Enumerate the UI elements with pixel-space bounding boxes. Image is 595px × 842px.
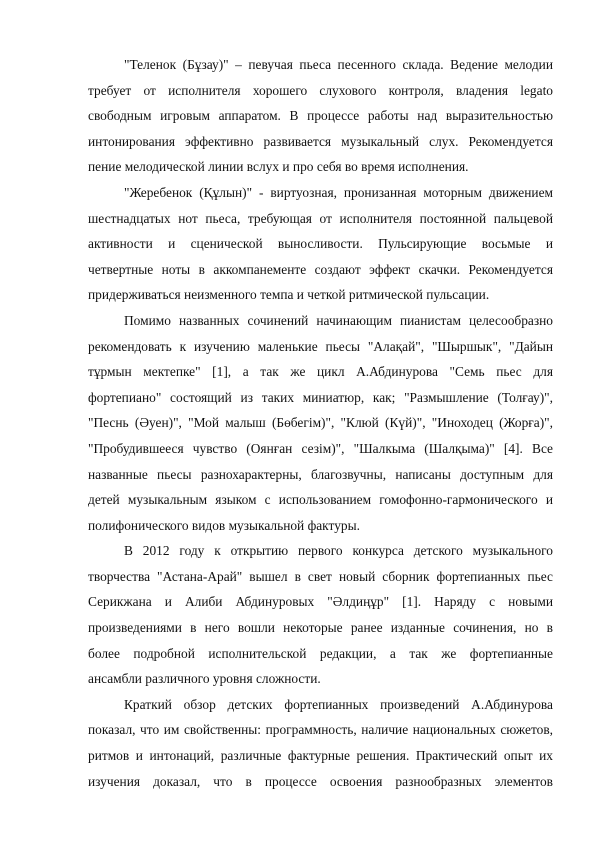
text-line: фортепиано" состоящий из таких миниатюр, как; "Размышление (Толғау)", — [88, 389, 553, 405]
text-line: детей музыкальным языком с использованием гомофонно-гармонического и — [88, 492, 553, 508]
text-line: Помимо названных сочинений начинающим пианистам целесообразно — [124, 312, 553, 328]
text-line: "Песнь (Әуен)", "Мой малыш (Бөбегім)", "Клюй (Күй)", "Иноходец (Жорға)", — [88, 415, 553, 431]
text-line: активности и сценической выносливости. Пульсирующие восьмые и — [88, 236, 553, 252]
text-line: свободным игровым аппаратом. В процессе работы над выразительностью — [88, 108, 553, 124]
text-line: Краткий обзор детских фортепианных произведений А.Абдинурова — [124, 696, 553, 712]
text-line: более подробной исполнительской редакции, а так же фортепианные — [88, 645, 553, 661]
text-line: В 2012 году к открытию первого конкурса детского музыкального — [124, 543, 553, 559]
document-body — [88, 52, 553, 794]
text-line: показал, что им свойственны: программность, наличие национальных сюжетов, — [88, 722, 553, 738]
text-line: названные пьесы разнохарактерны, благозвучны, написаны доступным для — [88, 466, 553, 482]
text-line: пение мелодической линии вслух и про себя во время исполнения. — [88, 159, 469, 175]
paragraph-2012-collection — [88, 538, 553, 692]
paragraph-telenok — [88, 52, 553, 180]
text-line: тұрмын мектепке" [1], а так же цикл А.Абдинурова "Семь пьес для — [88, 364, 553, 380]
text-line: "Жеребенок (Құлын)" - виртуозная, пронизанная моторным движением — [124, 184, 553, 200]
text-line: интонирования эффективно развивается музыкальный слух. Рекомендуется — [88, 133, 553, 149]
text-line: требует от исполнителя хорошего слухового контроля, владения legato — [88, 82, 553, 98]
paragraph-zherebenok — [88, 180, 553, 308]
paragraph-recommended-pieces — [88, 308, 553, 538]
text-line: полифонического видов музыкальной фактуры. — [88, 517, 360, 533]
text-line: ансамбли различного уровня сложности. — [88, 671, 321, 687]
text-line: рекомендовать к изучению маленькие пьесы "Алақай", "Шыршык", "Дайын — [88, 338, 553, 354]
text-line: "Теленок (Бұзау)" – певучая пьеса песенного склада. Ведение мелодии — [124, 57, 553, 72]
text-line: творчества "Астана-Арай" вышел в свет новый сборник фортепианных пьес — [88, 568, 553, 584]
text-line: произведениями в него вошли некоторые ранее изданные сочинения, но в — [88, 620, 553, 636]
text-line: придерживаться неизменного темпа и четкой ритмической пульсации. — [88, 287, 490, 303]
text-line: ритмов и интонаций, различные фактурные решения. Практический опыт их — [88, 748, 553, 764]
text-line: "Пробудившееся чувство (Оянған сезім)", "Шалкыма (Шалқыма)" [4]. Все — [88, 440, 553, 456]
text-line: Серикжана и Алиби Абдинуровых "Әлдиңұр" [1]. Наряду с новыми — [88, 594, 553, 610]
text-line: шестнадцатых нот пьеса, требующая от исполнителя постоянной пальцевой — [88, 210, 553, 226]
paragraph-review-summary — [88, 692, 553, 794]
text-line: изучения доказал, что в процессе освоения разнообразных элементов — [88, 773, 553, 789]
text-line: четвертные ноты в аккомпанементе создают эффект скачки. Рекомендуется — [88, 261, 553, 277]
